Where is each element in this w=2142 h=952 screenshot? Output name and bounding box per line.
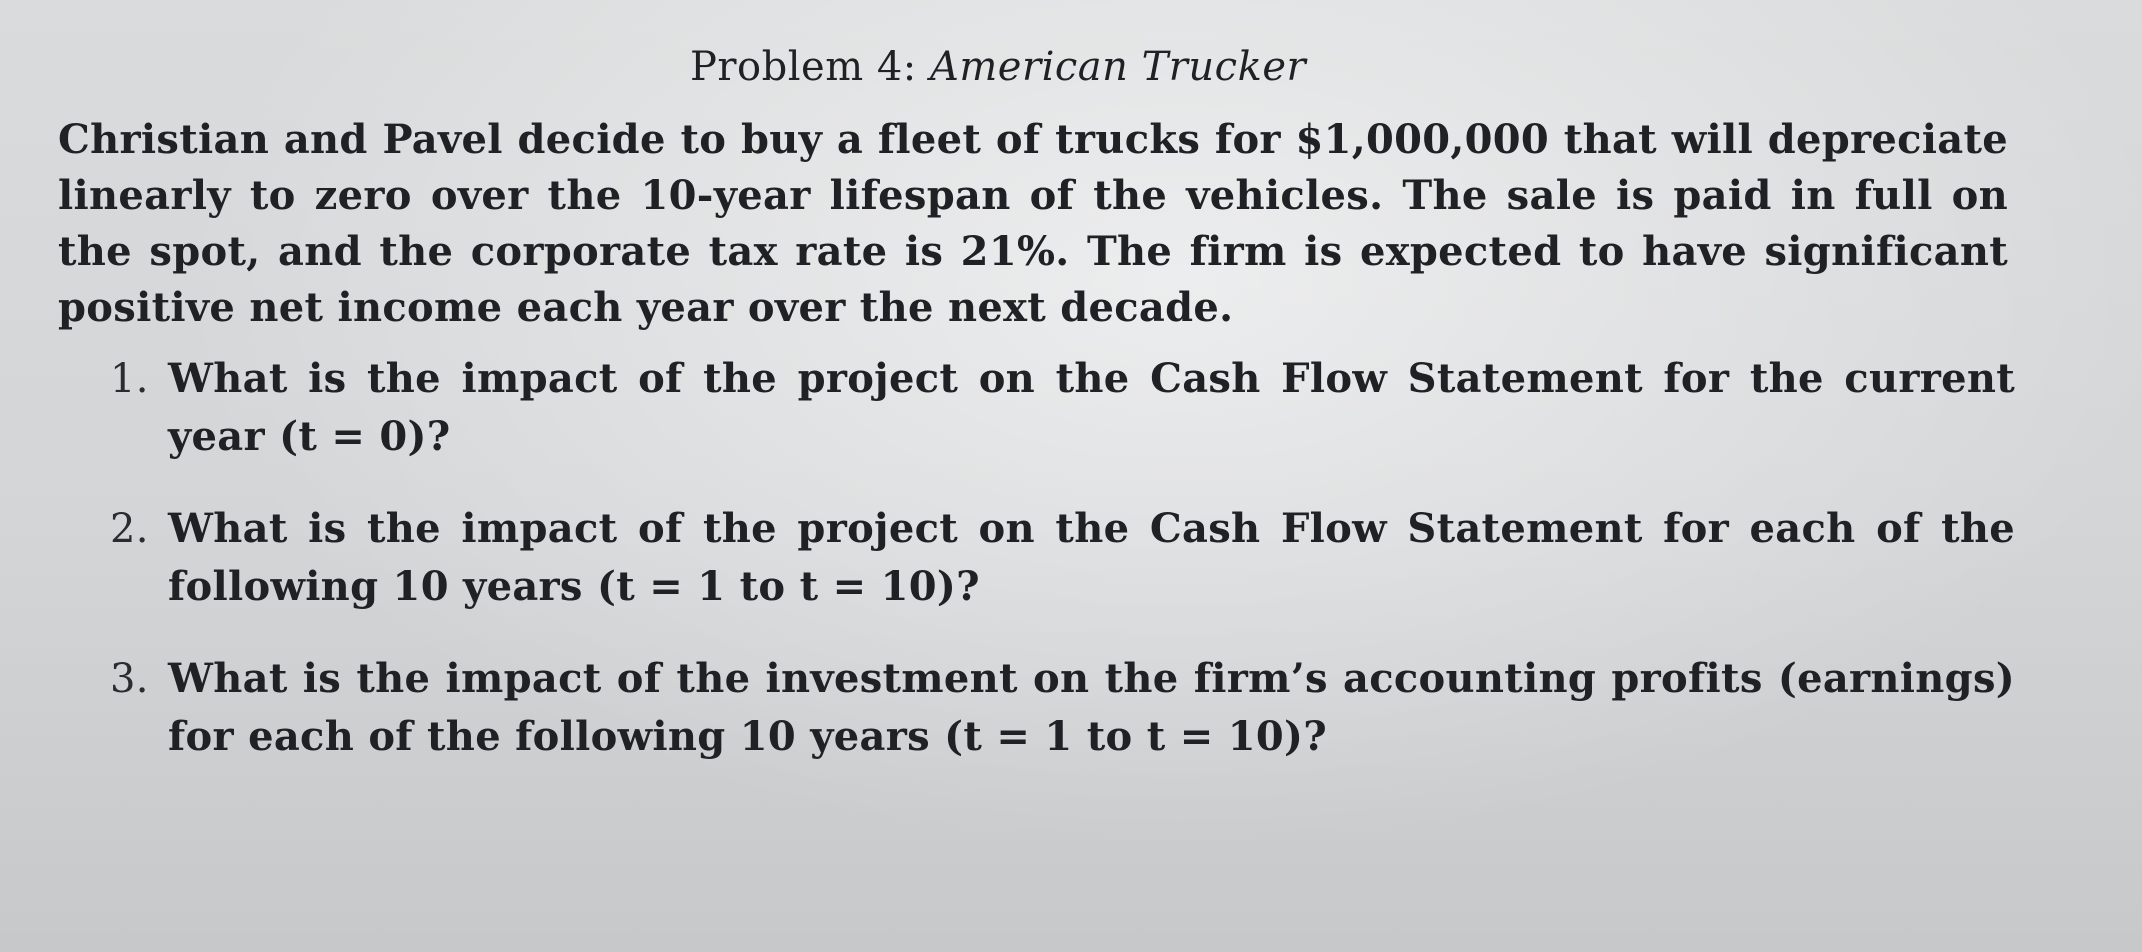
question-text: What is the impact of the investment on the firm’s accounting profits (earnings) for each of the following 10 years (t = 1 to t = 10)? bbox=[168, 655, 2015, 760]
question-number: 3. bbox=[110, 656, 149, 702]
question-item bbox=[110, 500, 2015, 616]
question-list bbox=[110, 350, 2015, 800]
question-text: What is the impact of the project on the Cash Flow Statement for each of the following 10 years (t = 1 to t = 10)? bbox=[168, 505, 2015, 610]
problem-title bbox=[690, 44, 1306, 90]
question-number: 1. bbox=[110, 356, 149, 402]
problem-title-name: American Trucker bbox=[929, 44, 1307, 90]
problem-intro: Christian and Pavel decide to buy a fleet of trucks for $1,000,000 that will depreciate linearly to zero over the 10-year lifespan of the vehicles. The sale is paid in full on the spot, and the corporate tax rate is 21%. The firm is expected to have significant positive net income each year over the next decade. bbox=[58, 116, 2008, 331]
question-number: 2. bbox=[110, 506, 149, 552]
question-item bbox=[110, 350, 2015, 466]
problem-title-prefix: Problem 4: bbox=[690, 44, 930, 90]
question-text: What is the impact of the project on the Cash Flow Statement for the current year (t = 0)? bbox=[168, 355, 2015, 460]
question-item bbox=[110, 650, 2015, 766]
